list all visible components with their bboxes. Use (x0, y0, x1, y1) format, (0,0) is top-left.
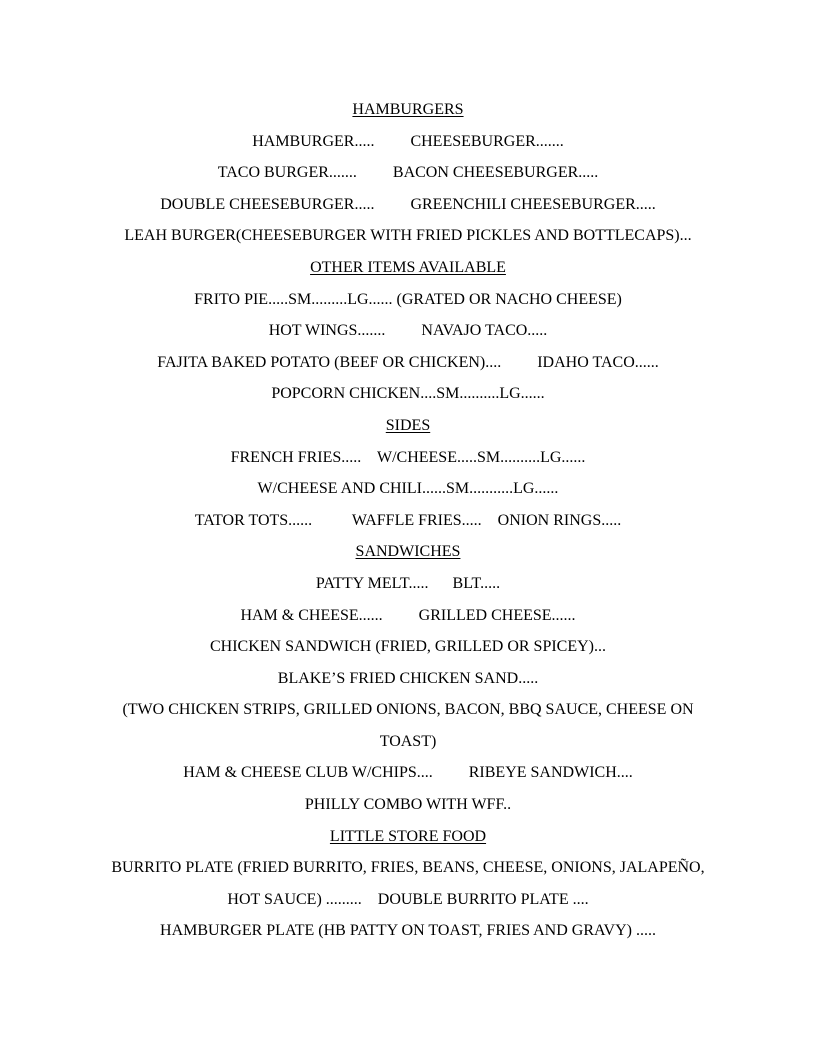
menu-line: POPCORN CHICKEN....SM..........LG...... (271, 385, 545, 403)
menu-line: HOT WINGS....... NAVAJO TACO..... (268, 322, 548, 340)
menu-line: W/CHEESE AND CHILI......SM...........LG...... (257, 480, 559, 498)
section-heading-little-store-food: LITTLE STORE FOOD (329, 827, 487, 845)
section-heading-hamburgers: HAMBURGERS (352, 101, 464, 118)
menu-line: HAMBURGER..... CHEESEBURGER....... (252, 132, 564, 150)
section-heading-sides: SIDES (385, 416, 431, 434)
menu-line: FRITO PIE.....SM.........LG...... (GRATED OR NACHO CHEESE) (194, 290, 622, 308)
section-heading-other-items: OTHER ITEMS AVAILABLE (310, 258, 506, 276)
menu-line: BURRITO PLATE (FRIED BURRITO, FRIES, BEANS, CHEESE, ONIONS, JALAPEÑO, (111, 859, 705, 877)
menu-line: PATTY MELT..... BLT..... (315, 574, 501, 592)
menu-line: CHICKEN SANDWICH (FRIED, GRILLED OR SPICEY)... (210, 638, 606, 656)
menu-page (80, 94, 736, 947)
menu-line: PHILLY COMBO WITH WFF.. (304, 796, 512, 814)
menu-line: TATOR TOTS...... WAFFLE FRIES..... ONION RINGS..... (194, 511, 622, 529)
menu-line: HAM & CHEESE CLUB W/CHIPS.... RIBEYE SANDWICH.... (183, 764, 633, 782)
menu-line: TOAST) (379, 732, 437, 750)
menu-line: (TWO CHICKEN STRIPS, GRILLED ONIONS, BACON, BBQ SAUCE, CHEESE ON (122, 701, 694, 719)
menu-line: FRENCH FRIES..... W/CHEESE.....SM..........LG...... (230, 448, 586, 466)
menu-line: FAJITA BAKED POTATO (BEEF OR CHICKEN).... IDAHO TACO...... (157, 353, 659, 371)
menu-line: DOUBLE CHEESEBURGER..... GREENCHILI CHEESEBURGER..... (160, 195, 656, 213)
menu-line: BLAKE’S FRIED CHICKEN SAND..... (277, 669, 539, 687)
menu-line: HAM & CHEESE...... GRILLED CHEESE...... (240, 606, 576, 624)
section-heading-sandwiches: SANDWICHES (355, 543, 461, 561)
menu-line: HAMBURGER PLATE (HB PATTY ON TOAST, FRIES AND GRAVY) ..... (160, 922, 656, 940)
menu-line: TACO BURGER....... BACON CHEESEBURGER..... (217, 164, 599, 182)
menu-line: HOT SAUCE) ......... DOUBLE BURRITO PLATE .... (227, 890, 589, 908)
menu-line: LEAH BURGER(CHEESEBURGER WITH FRIED PICKLES AND BOTTLECAPS)... (124, 227, 692, 245)
